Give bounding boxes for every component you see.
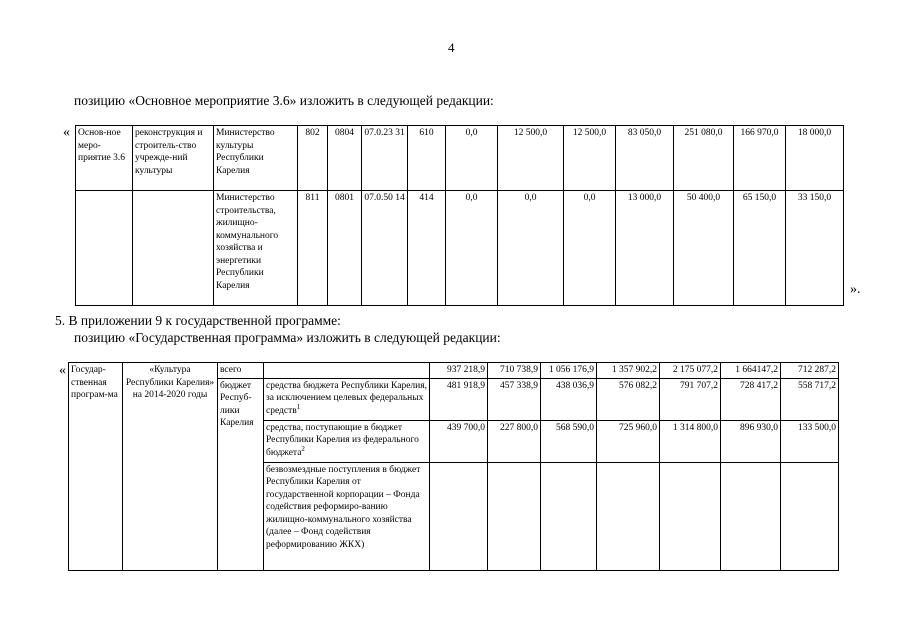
intro-paragraph-1: позицию «Основное мероприятие 3.6» изложить в следующей редакции: [74, 93, 494, 108]
event-table-row [76, 126, 844, 191]
value-cell: 1 314 800,0 [660, 420, 721, 462]
value-cell: 13 000,0 [616, 191, 674, 306]
total-value-cell: 1 056 176,9 [541, 363, 597, 379]
grbs-cell: 811 [298, 191, 328, 306]
value-cell: 133 500,0 [781, 420, 839, 462]
value-cell: 65 150,0 [734, 191, 786, 306]
event-status-cell [76, 191, 133, 306]
ministry-cell: Министерство строительства, жилищно-коммунального хозяйства и энергетики Республики Карелия [214, 191, 298, 306]
grbs-cell: 802 [298, 126, 328, 191]
source-text: безвозмездные поступления в бюджет Республики Карелия от государственной корпорации – Фонда содействия реформиро-ванию жилищно-коммунального хозяйства (далее – Фонд содействия реформированию ЖКХ) [266, 464, 421, 550]
vr-cell: 414 [408, 191, 446, 306]
value-cell: 18 000,0 [786, 126, 844, 191]
value-cell: 576 082,2 [597, 378, 660, 420]
value-cell: 481 918,9 [430, 378, 488, 420]
program-table [68, 362, 839, 571]
value-cell: 12 500,0 [564, 126, 616, 191]
event-name-cell: реконструкция и строитель-ство учрежде-ний культуры [133, 126, 214, 191]
event-name-cell [133, 191, 214, 306]
value-cell [597, 462, 660, 570]
rzpr-cell: 0801 [328, 191, 362, 306]
total-label-cell: всего [218, 363, 264, 379]
value-cell [430, 462, 488, 570]
program-status-cell: Государ-ственная програм-ма [69, 363, 123, 571]
vr-cell: 610 [408, 126, 446, 191]
value-cell: 791 707,2 [660, 378, 721, 420]
total-value-cell: 1 664147,2 [721, 363, 781, 379]
value-cell: 33 150,0 [786, 191, 844, 306]
intro-paragraph-2: позицию «Государственная программа» изложить в следующей редакции: [74, 330, 501, 345]
value-cell: 0,0 [446, 191, 498, 306]
value-cell [541, 462, 597, 570]
open-quote-2: « [59, 363, 66, 378]
value-cell: 0,0 [498, 191, 564, 306]
total-value-cell: 2 175 077,2 [660, 363, 721, 379]
value-cell: 251 080,0 [674, 126, 734, 191]
event-status-cell: Основ-ное меро-приятие 3.6 [76, 126, 133, 191]
open-quote-1: « [63, 125, 70, 140]
value-cell [721, 462, 781, 570]
total-value-cell: 710 738,9 [488, 363, 541, 379]
value-cell: 439 700,0 [430, 420, 488, 462]
value-cell: 457 338,9 [488, 378, 541, 420]
source-text: средства бюджета Республики Карелия, за исключением целевых федеральных средств [266, 380, 428, 416]
footnote-mark: 1 [296, 402, 301, 411]
total-empty-cell [264, 363, 430, 379]
item-5-heading: 5. В приложении 9 к государственной программе: [55, 313, 341, 328]
rzpr-cell: 0804 [328, 126, 362, 191]
value-cell [781, 462, 839, 570]
event-table [75, 125, 844, 306]
value-cell: 725 960,0 [597, 420, 660, 462]
footnote-mark: 2 [301, 444, 305, 453]
close-quote-1: ». [850, 282, 861, 297]
value-cell: 83 050,0 [616, 126, 674, 191]
value-cell: 558 717,2 [781, 378, 839, 420]
total-value-cell: 937 218,9 [430, 363, 488, 379]
total-value-cell: 712 287,2 [781, 363, 839, 379]
budget-label-cell: бюджет Респуб-лики Карелия [218, 378, 264, 570]
ministry-cell: Министерство культуры Республики Карелия [214, 126, 298, 191]
value-cell: 568 590,0 [541, 420, 597, 462]
value-cell: 0,0 [446, 126, 498, 191]
page-number: 4 [448, 40, 455, 55]
program-name-cell: «Культура Республики Карелия» на 2014-2020 годы [123, 363, 218, 571]
value-cell: 50 400,0 [674, 191, 734, 306]
program-total-row [69, 363, 839, 379]
csr-cell: 07.0.50 14 [362, 191, 408, 306]
value-cell: 728 417,2 [721, 378, 781, 420]
value-cell: 166 970,0 [734, 126, 786, 191]
csr-cell: 07.0.23 31 [362, 126, 408, 191]
value-cell: 12 500,0 [498, 126, 564, 191]
value-cell [660, 462, 721, 570]
value-cell: 0,0 [564, 191, 616, 306]
value-cell: 227 800,0 [488, 420, 541, 462]
source-cell [264, 420, 430, 462]
value-cell [488, 462, 541, 570]
value-cell: 896 930,0 [721, 420, 781, 462]
event-table-row [76, 191, 844, 306]
source-cell [264, 462, 430, 570]
source-text: средства, поступающие в бюджет Республики Карелия из федерального бюджета [266, 422, 419, 458]
total-value-cell: 1 357 902,2 [597, 363, 660, 379]
value-cell: 438 036,9 [541, 378, 597, 420]
source-cell [264, 378, 430, 420]
